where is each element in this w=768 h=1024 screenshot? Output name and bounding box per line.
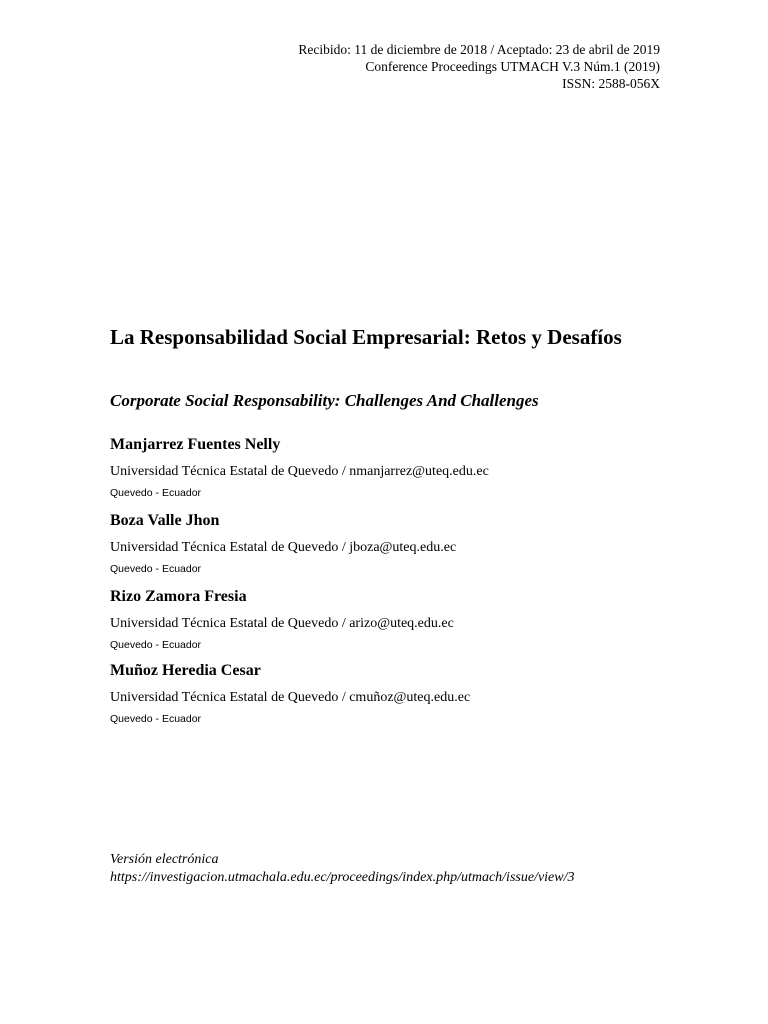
electronic-version-url[interactable]: https://investigacion.utmachala.edu.ec/proceedings/index.php/utmach/issue/view/3: [110, 870, 575, 885]
paper-subtitle-english: Corporate Social Responsability: Challenges And Challenges: [110, 391, 539, 410]
author-name: Boza Valle Jhon: [110, 512, 220, 529]
author-name: Manjarrez Fuentes Nelly: [110, 436, 281, 453]
author-location: Quevedo - Ecuador: [110, 563, 202, 575]
author-affiliation: Universidad Técnica Estatal de Quevedo / nmanjarrez@uteq.edu.ec: [110, 464, 489, 479]
author-block: [110, 587, 670, 652]
author-affiliation: Universidad Técnica Estatal de Quevedo / jboza@uteq.edu.ec: [110, 540, 457, 555]
conference-proceedings-volume: Conference Proceedings UTMACH V.3 Núm.1 (2019): [365, 59, 660, 74]
author-block: [110, 661, 670, 726]
author-affiliation: Universidad Técnica Estatal de Quevedo / arizo@uteq.edu.ec: [110, 616, 454, 631]
received-accepted-dates: Recibido: 11 de diciembre de 2018 / Aceptado: 23 de abril de 2019: [298, 42, 660, 57]
author-name: Muñoz Heredia Cesar: [110, 662, 261, 679]
author-block: [110, 435, 670, 500]
author-location: Quevedo - Ecuador: [110, 639, 202, 651]
author-location: Quevedo - Ecuador: [110, 713, 202, 725]
author-affiliation: Universidad Técnica Estatal de Quevedo / cmuñoz@uteq.edu.ec: [110, 690, 471, 705]
paper-title: La Responsabilidad Social Empresarial: Retos y Desafíos: [110, 325, 622, 349]
author-location: Quevedo - Ecuador: [110, 487, 202, 499]
electronic-version-footer: [110, 851, 670, 887]
publication-header: [298, 41, 660, 92]
author-block: [110, 511, 670, 576]
electronic-version-label: Versión electrónica: [110, 852, 219, 867]
author-name: Rizo Zamora Fresia: [110, 588, 247, 605]
issn: ISSN: 2588-056X: [562, 76, 660, 91]
